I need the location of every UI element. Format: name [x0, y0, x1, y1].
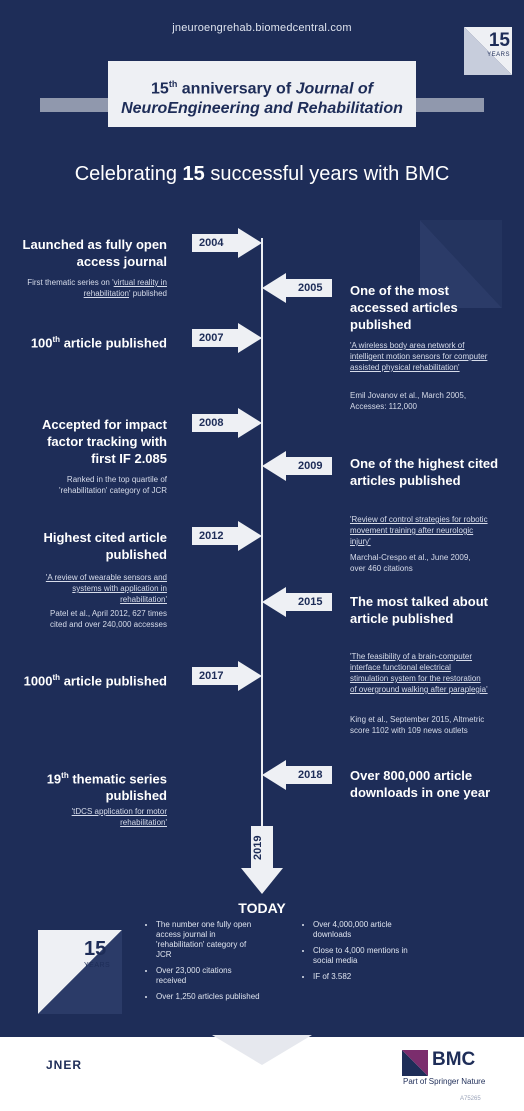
today-right-list — [303, 920, 419, 988]
title-2017: 1000th article published — [23, 673, 167, 689]
artwork-code: A75265 — [460, 1096, 481, 1102]
bmc-subtitle: Part of Springer Nature — [403, 1077, 486, 1086]
journal-url[interactable]: jneuroengrehab.biomedcentral.com — [172, 22, 352, 34]
banner-15: 15 — [151, 80, 169, 98]
bmc-logo-icon — [402, 1050, 428, 1076]
title-thematic-series: 19th thematic series published — [46, 771, 167, 804]
note-2012: Patel et al., April 2012, 627 times cited and over 240,000 accesses — [50, 609, 167, 629]
anniversary-banner — [108, 61, 416, 127]
title-2004: Launched as fully open access journal — [22, 237, 167, 269]
title-2012: Highest cited article published — [43, 530, 167, 562]
year-2012: 2012 — [199, 530, 224, 542]
title-2007: 100th article published — [30, 335, 167, 351]
link-2009[interactable]: 'Review of control strategies for robotic movement training after neurologic injury' — [350, 515, 488, 546]
today-left-list — [146, 920, 262, 1008]
banner-anniv: anniversary of — [177, 80, 296, 98]
year-2008: 2008 — [199, 417, 224, 429]
badge-number: 15 — [488, 30, 510, 51]
list-item: • Over 4,000,000 article downloads — [313, 920, 419, 940]
footer-notch — [212, 1035, 312, 1065]
title-2015: The most talked about article published — [350, 594, 488, 626]
badge-label: YEARS — [487, 52, 510, 58]
banner-journal-name: NeuroEngineering and Rehabilitation — [121, 100, 403, 118]
link-2012[interactable]: 'A review of wearable sensors and systems with application in rehabilitation' — [45, 573, 167, 604]
list-item: • The number one fully open access journal in 'rehabilitation' category of JCR — [156, 920, 262, 960]
year-2007: 2007 — [199, 332, 224, 344]
title-2009: One of the highest cited articles published — [350, 456, 499, 488]
year-2017: 2017 — [199, 670, 224, 682]
note-2015: King et al., September 2015, Altmetric score 1102 with 109 news outlets — [350, 715, 485, 735]
today-label: TODAY — [238, 900, 286, 916]
list-item: • Over 1,250 articles published — [156, 992, 262, 1002]
note-2008: Ranked in the top quartile of 'rehabilitation' category of JCR — [59, 475, 167, 495]
jner-logo[interactable]: JNER — [46, 1058, 83, 1072]
banner-journal-of: Journal of — [295, 80, 373, 98]
title-2005: One of the most accessed articles published — [350, 283, 458, 332]
year-2019: 2019 — [252, 835, 264, 861]
list-item: • Close to 4,000 mentions in social media — [313, 946, 419, 966]
bottom-badge-number: 15 — [84, 938, 107, 960]
year-2005: 2005 — [298, 282, 323, 294]
note-2005: Emil Jovanov et al., March 2005, Accesses: 112,000 — [350, 391, 467, 411]
link-2015[interactable]: 'The feasibility of a brain-computer interface functional electrical stimulation system for the restoration of overground walking after paraplegia' — [350, 652, 488, 694]
years-badge-bottom — [38, 930, 122, 1014]
headline: Celebrating 15 successful years with BMC — [74, 163, 450, 185]
link-2005[interactable]: 'A wireless body area network of intelligent motion sensors for computer assisted physical rehabilitation' — [350, 341, 488, 372]
list-item: • Over 23,000 citations received — [156, 966, 262, 986]
title-2018: Over 800,000 article downloads in one year — [350, 768, 491, 800]
year-2018: 2018 — [298, 769, 323, 781]
bottom-badge-label: YEARS — [84, 962, 111, 969]
bmc-logo-text[interactable]: BMC — [432, 1049, 476, 1070]
list-item: • IF of 3.582 — [313, 972, 419, 982]
note-2004: First thematic series on 'virtual reality in rehabilitation' published — [27, 278, 167, 298]
year-2009: 2009 — [298, 460, 323, 472]
note-2009: Marchal-Crespo et al., June 2009, over 460 citations — [350, 553, 471, 573]
year-2015: 2015 — [298, 596, 323, 608]
title-2008: Accepted for impact factor tracking with first IF 2.085 — [42, 417, 167, 466]
banner-sup: th — [168, 79, 178, 89]
year-2004: 2004 — [199, 237, 224, 249]
link-thematic-series[interactable]: 'tDCS application for motor rehabilitation' — [71, 807, 167, 827]
